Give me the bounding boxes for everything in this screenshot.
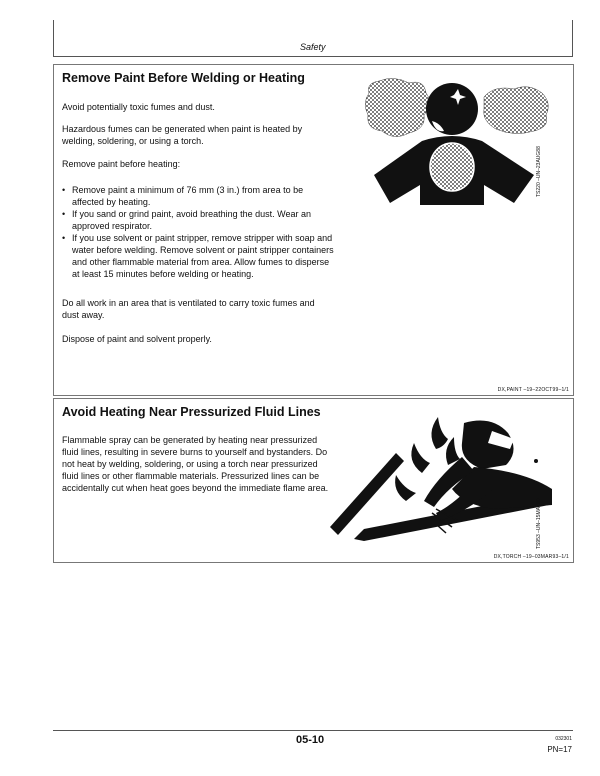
section-pressurized-lines bbox=[53, 398, 574, 563]
page-number: 05-10 bbox=[296, 734, 325, 746]
header-rule-left bbox=[53, 20, 54, 56]
paragraph-intro: Avoid potentially toxic fumes and dust. bbox=[62, 102, 215, 112]
image-code: TS953 –UN–15MAY90 bbox=[536, 498, 542, 549]
section-title: Avoid Heating Near Pressurized Fluid Lines bbox=[62, 405, 321, 419]
reference-code: DX,PAINT –19–22OCT99–1/1 bbox=[497, 387, 569, 393]
toxic-fumes-illustration bbox=[364, 75, 554, 205]
header-divider bbox=[53, 56, 573, 57]
list-item: • If you sand or grind paint, avoid breathing the dust. Wear an approved respirator. bbox=[62, 208, 337, 232]
running-head: Safety bbox=[300, 42, 326, 52]
paragraph: Do all work in an area that is ventilated to carry toxic fumes and dust away. bbox=[62, 298, 315, 320]
footer-divider bbox=[53, 730, 573, 731]
bullet-list bbox=[62, 184, 337, 280]
section-title: Remove Paint Before Welding or Heating bbox=[62, 71, 305, 85]
header-rule-right bbox=[572, 20, 573, 56]
list-item: • Remove paint a minimum of 76 mm (3 in.) from area to be affected by heating. bbox=[62, 184, 337, 208]
section-remove-paint bbox=[53, 64, 574, 396]
torch-burn-illustration bbox=[324, 409, 554, 549]
pn-label: PN=17 bbox=[547, 745, 572, 754]
paragraph: Dispose of paint and solvent properly. bbox=[62, 334, 212, 344]
list-item: • If you use solvent or paint stripper, remove stripper with soap and water before welding. Remove solvent or paint stripper containers and other flammable material from area. Allow fumes to disperse at least 15 minutes before welding or heating. bbox=[62, 232, 337, 280]
paragraph: Hazardous fumes can be generated when paint is heated by welding, soldering, or using a torch. bbox=[62, 124, 303, 146]
paragraph: Remove paint before heating: bbox=[62, 159, 181, 169]
date-code: 032301 bbox=[555, 736, 572, 742]
reference-code: DX,TORCH –19–03MAR93–1/1 bbox=[493, 554, 569, 560]
image-code: TS220 –UN–23AUG88 bbox=[536, 146, 542, 197]
paragraph: Flammable spray can be generated by heating near pressurized fluid lines, resulting in severe burns to yourself and bystanders. Do not heat by welding, soldering, or using a torch near pressurized fluid lines or other flammable materials. Pressurized lines can be accidentally cut when heat goes beyond the immediate flame area. bbox=[62, 435, 329, 493]
